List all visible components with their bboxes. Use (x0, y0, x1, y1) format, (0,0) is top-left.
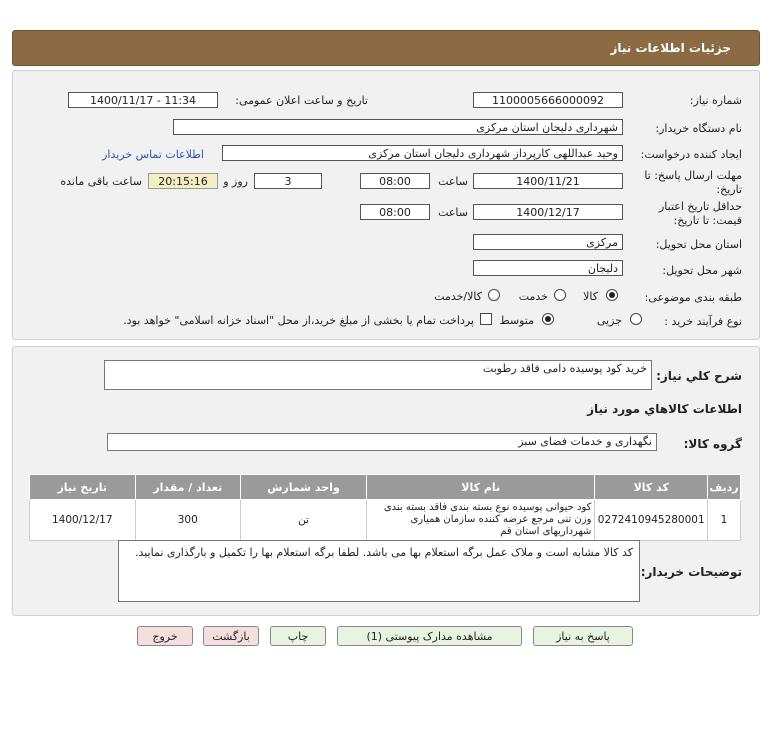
col-code: کد کالا (595, 475, 708, 500)
cell-name: کود حیوانی پوسیده نوع بسته بندی فاقد بسته بندی وزن تنی مرجع عرضه کننده سازمان همیاری شهرداریهای استان قم (367, 500, 595, 541)
deadline-time-label: ساعت (438, 175, 468, 188)
table-row (30, 500, 741, 541)
need-description-label: شرح كلي نياز: (656, 369, 742, 383)
process-minor-label: جزیی (596, 314, 622, 327)
goods-group-field: نگهداری و خدمات فضای سبز (107, 433, 657, 451)
process-medium-radio[interactable] (542, 313, 554, 325)
page-header (12, 30, 760, 66)
city-label: شهر محل تحویل: (662, 264, 742, 277)
col-date: تاریخ نیاز (30, 475, 136, 500)
view-attachments-button[interactable]: مشاهده مدارک پیوستی (1) (337, 626, 522, 646)
buyer-org-label: نام دستگاه خریدار: (655, 122, 742, 135)
category-goods-service-label: کالا/خدمت (434, 290, 482, 303)
col-unit: واحد شمارش (241, 475, 367, 500)
category-goods-radio[interactable] (606, 289, 618, 301)
goods-group-label: گروه كالا: (683, 437, 742, 451)
exit-button[interactable]: خروج (137, 626, 193, 646)
requester-label: ایجاد کننده درخواست: (640, 148, 742, 161)
province-field: مرکزی (473, 234, 623, 250)
goods-table (29, 474, 741, 541)
buyer-notes-field: کد کالا مشابه است و ملاک عمل برگه استعلام بها می باشد. لطفا برگه استعلام بها را تکمیل و بارگذاری نمایید. (118, 540, 640, 602)
goods-info-title: اطلاعات كالاهاي مورد نياز (587, 402, 742, 416)
announce-label: تاریخ و ساعت اعلان عمومی: (235, 94, 368, 107)
print-button[interactable]: چاپ (270, 626, 326, 646)
deadline-date-field: 1400/11/21 (473, 173, 623, 189)
deadline-label-2: تاریخ: (716, 183, 742, 196)
deadline-label-1: مهلت ارسال پاسخ: تا (644, 169, 742, 182)
validity-time-label: ساعت (438, 206, 468, 219)
need-number-field: 1100005666000092 (473, 92, 623, 108)
treasury-payment-checkbox[interactable] (480, 313, 492, 325)
validity-date-field: 1400/12/17 (473, 204, 623, 220)
buyer-contact-link[interactable]: اطلاعات تماس خریدار (102, 148, 204, 161)
col-row: ردیف (708, 475, 741, 500)
cell-qty: 300 (135, 500, 241, 541)
buyer-org-field: شهرداری دلیجان استان مرکزی (173, 119, 623, 135)
cell-row: 1 (708, 500, 741, 541)
cell-unit: تن (241, 500, 367, 541)
requester-field: وحید عبداللهی کارپرداز شهرداری دلیجان استان مرکزی (222, 145, 623, 161)
treasury-payment-note: پرداخت تمام یا بخشی از مبلغ خرید،از محل "اسناد خزانه اسلامی" خواهد بود. (123, 314, 474, 327)
need-description-field: خرید کود پوسیده دامی فاقد رطوبت (104, 360, 652, 390)
process-minor-radio[interactable] (630, 313, 642, 325)
validity-label-2: قیمت: تا تاریخ: (673, 214, 742, 227)
validity-label-1: حداقل تاریخ اعتبار (658, 200, 742, 213)
cell-date: 1400/12/17 (30, 500, 136, 541)
process-medium-label: متوسط (499, 314, 534, 327)
days-field: 3 (254, 173, 322, 189)
cell-code: 0272410945280001 (595, 500, 708, 541)
category-service-label: خدمت (518, 290, 548, 303)
need-number-label: شماره نیاز: (689, 94, 742, 107)
page-title: جزئیات اطلاعات نیاز (610, 41, 731, 55)
deadline-time-field: 08:00 (360, 173, 430, 189)
announce-field: 1400/11/17 - 11:34 (68, 92, 218, 108)
validity-time-field: 08:00 (360, 204, 430, 220)
col-name: نام کالا (367, 475, 595, 500)
buyer-notes-label: توضیحات خریدار: (640, 565, 742, 579)
process-label: نوع فرآیند خرید : (664, 315, 742, 328)
category-label: طبقه بندی موضوعی: (644, 291, 742, 304)
days-label: روز و (223, 175, 248, 188)
remaining-time-field: 20:15:16 (148, 173, 218, 189)
reply-button[interactable]: پاسخ به نیاز (533, 626, 633, 646)
col-qty: تعداد / مقدار (135, 475, 241, 500)
province-label: استان محل تحویل: (655, 238, 742, 251)
remaining-label: ساعت باقی مانده (60, 175, 142, 188)
category-goods-label: کالا (583, 290, 598, 303)
back-button[interactable]: بازگشت (203, 626, 259, 646)
category-goods-service-radio[interactable] (488, 289, 500, 301)
goods-table-header (30, 475, 741, 500)
city-field: دلیجان (473, 260, 623, 276)
category-service-radio[interactable] (554, 289, 566, 301)
